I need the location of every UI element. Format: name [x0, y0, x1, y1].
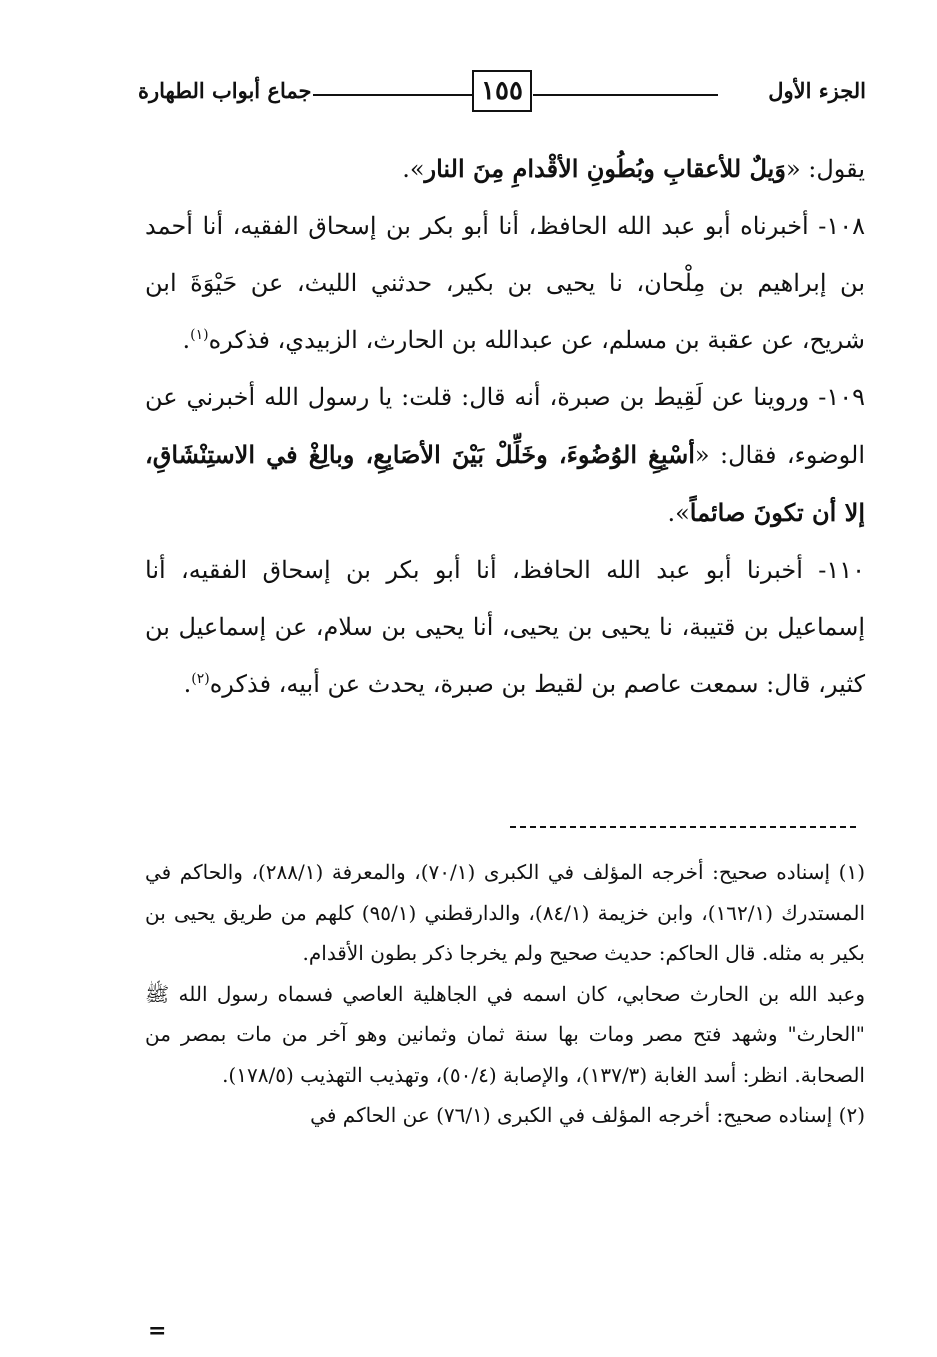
header-rule-left — [313, 94, 473, 96]
footnote-1-continued: وعبد الله بن الحارث صحابي، كان اسمه في الجاهلية العاصي فسماه رسول الله ﷺ "الحارث" وشهد فتح مصر ومات بها سنة ثمان وثمانين وهو آخر من مات بمصر من الصحابة. انظر: أسد الغابة (١٣٧/٣)، والإصابة (٥٠/٤)، وتهذيب التهذيب (١٧٨/٥). — [145, 981, 865, 1087]
footnotes — [145, 852, 865, 1136]
chapter-title: جماع أبواب الطهارة — [138, 78, 312, 103]
page-header — [138, 70, 866, 118]
header-rule-right — [533, 94, 718, 96]
page-number: ١٥٥ — [472, 70, 532, 112]
hadith-quote: وَيلٌ للأعقابِ وبُطُونِ الأقْدامِ مِنَ النار — [424, 154, 786, 183]
continuation-mark: = — [148, 1318, 167, 1344]
footnote-ref-2: (٢) — [191, 671, 210, 687]
footnote-separator — [510, 826, 856, 828]
main-text — [145, 140, 865, 713]
intro-line: يقول: «وَيلٌ للأعقابِ وبُطُونِ الأقْدامِ مِنَ النار». — [402, 154, 865, 183]
volume-label: الجزء الأول — [768, 78, 866, 103]
footnote-2: (٢) إسناده صحيح: أخرجه المؤلف في الكبرى (٧٦/١) عن الحاكم في — [310, 1103, 865, 1127]
footnote-1: (١) إسناده صحيح: أخرجه المؤلف في الكبرى (٧٠/١)، والمعرفة (٢٨٨/١)، والحاكم في المستدرك (١٦٢/١)، وابن خزيمة (٨٤/١)، والدارقطني (٩٥/١) كلهم من طريق يحيى بن بكير به مثله. قال الحاكم: حديث صحيح ولم يخرجا ذكر بطون الأقدام. — [145, 860, 866, 965]
hadith-quote: أسْبِغِ الوُضُوءَ، وخَلِّلْ بَيْنَ الأصَابِعِ، وبالِغْ في الاستِنْشَاقِ، إلا أن تكونَ صائماً — [145, 440, 865, 527]
hadith-110: ١١٠- أخبرنا أبو عبد الله الحافظ، أنا أبو بكر بن إسحاق الفقيه، أنا إسماعيل بن قتيبة، نا يحيى بن يحيى، أنا يحيى بن سلام، عن إسماعيل بن كثير، قال: سمعت عاصم بن لقيط بن صبرة، يحدث عن أبيه، فذكره$^{(٢)}$. — [145, 556, 866, 698]
hadith-109: ١٠٩- وروينا عن لَقِيط بن صبرة، أنه قال: قلت: يا رسول الله أخبرني عن الوضوء، فقال: «أسْبِغِ الوُضُوءَ، وخَلِّلْ بَيْنَ الأصَابِعِ، وبالِغْ في الاستِنْشَاقِ، إلا أن تكونَ صائماً». — [145, 383, 866, 527]
footnote-ref-1: (١) — [190, 327, 209, 343]
hadith-108: ١٠٨- أخبرناه أبو عبد الله الحافظ، أنا أبو بكر بن إسحاق الفقيه، أنا أحمد بن إبراهيم بن مِلْحان، نا يحيى بن بكير، حدثني الليث، عن حَيْوَةَ ابن شريح، عن عقبة بن مسلم، عن عبدالله بن الحارث، الزبيدي، فذكره$^{(١)}$. — [145, 212, 865, 354]
